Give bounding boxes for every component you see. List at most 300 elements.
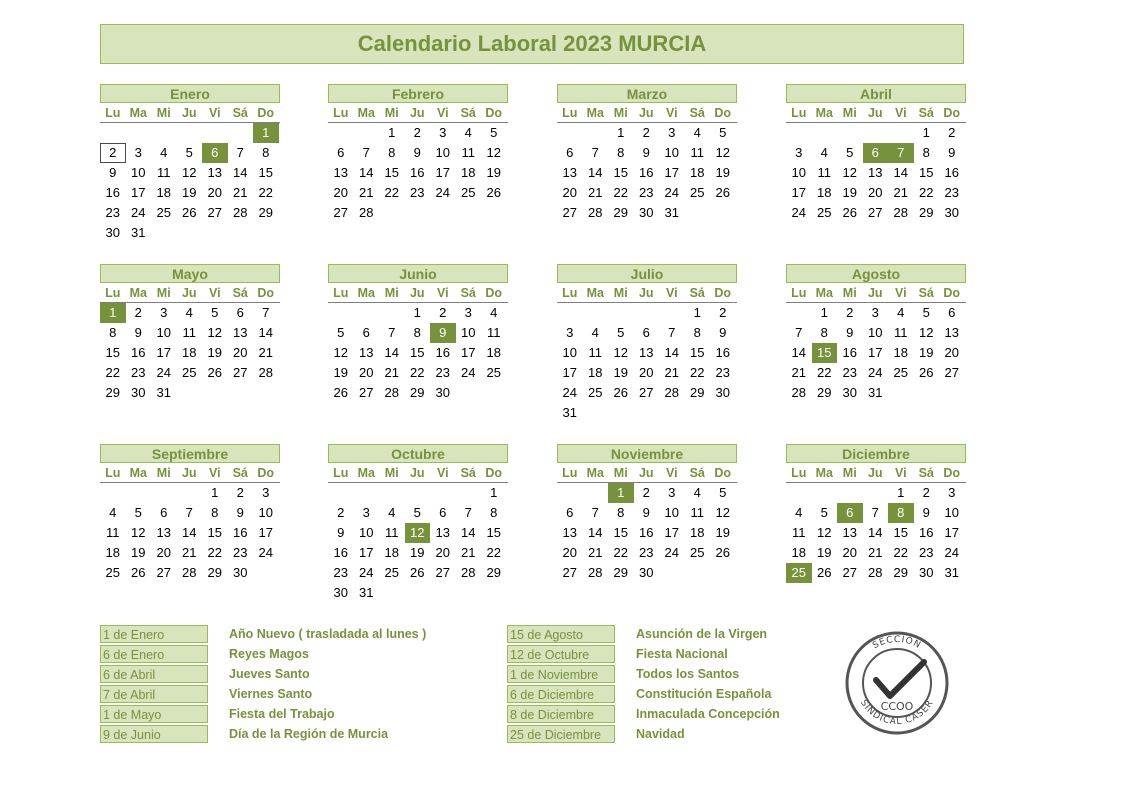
day-cell: 27 [842,565,857,580]
empty-cell [786,303,812,323]
day-cell: 31 [131,225,146,240]
weekday-label: Ma [815,106,833,120]
day-cell: 2 [642,485,650,500]
day-cell: 26 [919,365,934,380]
day-cell: 21 [461,545,476,560]
day-cell: 16 [639,165,654,180]
day-cell: 1 [413,305,421,320]
weekday-header [557,103,737,123]
day-cell: 12 [715,505,730,520]
empty-cell [151,483,177,503]
weekday-label: Ma [129,466,147,480]
empty-cell [786,483,812,503]
day-cell: 30 [944,205,959,220]
day-cell: 17 [562,365,577,380]
day-cell: 29 [893,565,908,580]
day-cell: 3 [871,305,879,320]
day-cell: 8 [490,505,498,520]
day-cell: 2 [846,305,854,320]
weekday-label: Mi [156,106,171,120]
day-cell: 28 [868,565,883,580]
day-cell: 29 [486,565,501,580]
day-cell: 12 [207,325,222,340]
weekday-label: Do [943,466,961,480]
holiday-name: Asunción de la Virgen [636,627,768,641]
day-cell: 6 [948,305,956,320]
page-title: Calendario Laboral 2023 MURCIA [100,24,964,64]
day-cell: 11 [461,145,475,160]
empty-cell [888,123,914,143]
weekday-header [100,283,280,303]
weekday-label: Lu [562,106,578,120]
weekday-label: Do [485,106,503,120]
day-cell: 18 [690,165,705,180]
weekday-label: Do [257,286,275,300]
day-cell: 15 [690,345,705,360]
day-cell: 6 [566,145,574,160]
weekday-label: Lu [105,466,121,480]
day-cell: 5 [617,325,625,340]
day-cell: 12 [613,345,628,360]
day-cell: 3 [668,485,676,500]
empty-cell [608,303,634,323]
day-cell: 7 [388,325,396,340]
day-cell: 19 [715,525,730,540]
empty-cell [151,123,177,143]
day-cell: 6 [337,145,345,160]
weekday-label: Vi [665,286,678,300]
day-cell: 8 [211,505,219,520]
day-cell: 7 [591,505,599,520]
weekday-label: Sá [232,286,248,300]
weekday-label: Lu [105,106,121,120]
day-cell: 24 [562,385,577,400]
empty-cell [405,483,431,503]
weekday-label: Sá [460,466,476,480]
weekday-header [557,463,737,483]
day-cell: 31 [868,385,883,400]
day-cell: 20 [207,185,222,200]
day-cell: 4 [693,485,701,500]
weekday-label: Sá [689,466,705,480]
day-cell: 9 [922,505,930,520]
empty-cell [837,123,863,143]
day-cell: 25 [690,545,705,560]
day-cell: 4 [388,505,396,520]
month-name: Abril [786,84,966,103]
month-name: Mayo [100,264,280,283]
holiday-day-cell: 25 [786,563,812,583]
day-cell: 10 [359,525,374,540]
day-cell: 29 [258,205,273,220]
weekday-label: Ma [357,466,375,480]
day-cell: 17 [868,345,883,360]
month-enero [100,84,280,243]
day-cell: 2 [439,305,447,320]
day-cell: 27 [562,205,577,220]
day-cell: 3 [948,485,956,500]
day-cell: 13 [233,325,248,340]
empty-cell [456,483,482,503]
day-cell: 7 [591,145,599,160]
day-cell: 18 [817,185,832,200]
day-cell: 10 [791,165,806,180]
day-cell: 24 [461,365,476,380]
weekday-label: Mi [156,466,171,480]
checkmark-icon [876,662,924,696]
day-cell: 27 [207,205,222,220]
empty-cell [328,123,354,143]
holiday-name: Fiesta del Trabajo [229,707,335,721]
weekday-label: Lu [105,286,121,300]
day-cell: 8 [388,145,396,160]
weekday-label: Sá [689,106,705,120]
day-cell: 10 [868,325,883,340]
day-cell: 4 [490,305,498,320]
day-cell: 12 [715,145,730,160]
day-cell: 25 [105,565,120,580]
day-cell: 27 [868,205,883,220]
day-cell: 19 [613,365,628,380]
day-cell: 3 [160,305,168,320]
day-grid [557,483,737,583]
day-cell: 16 [842,345,857,360]
day-cell: 18 [690,525,705,540]
day-cell: 22 [919,185,934,200]
day-cell: 23 [842,365,857,380]
day-cell: 18 [461,165,476,180]
day-cell: 10 [156,325,171,340]
holiday-name: Constitución Española [636,687,772,701]
day-cell: 20 [562,185,577,200]
day-cell: 22 [690,365,705,380]
weekday-label: Vi [436,466,449,480]
holiday-date: 6 de Enero [100,645,208,663]
day-cell: 25 [817,205,832,220]
day-cell: 9 [236,505,244,520]
day-cell: 23 [131,365,146,380]
day-cell: 24 [791,205,806,220]
day-cell: 21 [791,365,806,380]
day-cell: 3 [464,305,472,320]
day-cell: 12 [817,525,832,540]
month-noviembre [557,444,737,583]
day-cell: 23 [105,205,120,220]
empty-cell [430,483,456,503]
day-cell: 12 [182,165,197,180]
empty-cell [863,483,889,503]
day-cell: 5 [337,325,345,340]
weekday-label: Ju [867,466,883,480]
day-cell: 17 [359,545,374,560]
day-cell: 9 [134,325,142,340]
holiday-name: Navidad [636,727,685,741]
holiday-date: 25 de Diciembre [507,725,615,743]
empty-cell [812,483,838,503]
day-cell: 18 [588,365,603,380]
holiday-day-cell: 1 [253,123,279,143]
weekday-label: Ma [129,286,147,300]
empty-cell [557,483,583,503]
day-cell: 5 [490,125,498,140]
holiday-day-cell: 6 [837,503,863,523]
weekday-label: Vi [208,466,221,480]
day-cell: 16 [715,345,730,360]
month-name: Junio [328,264,508,283]
day-cell: 20 [359,365,374,380]
day-cell: 23 [333,565,348,580]
empty-cell [379,303,405,323]
day-grid [100,483,280,583]
day-cell: 8 [617,505,625,520]
month-febrero [328,84,508,223]
holiday-day-cell: 6 [863,143,889,163]
empty-cell [177,483,203,503]
day-cell: 13 [156,525,171,540]
day-cell: 28 [182,565,197,580]
day-cell: 16 [944,165,959,180]
empty-cell [583,483,609,503]
day-cell: 26 [131,565,146,580]
day-cell: 7 [262,305,270,320]
day-cell: 2 [337,505,345,520]
day-cell: 13 [207,165,222,180]
weekday-label: Ma [586,466,604,480]
day-cell: 30 [639,205,654,220]
day-cell: 20 [233,345,248,360]
day-cell: 2 [642,125,650,140]
day-cell: 31 [944,565,959,580]
day-cell: 16 [105,185,120,200]
day-cell: 17 [791,185,806,200]
day-cell: 24 [359,565,374,580]
day-cell: 17 [461,345,476,360]
holiday-name: Inmaculada Concepción [636,707,780,721]
day-cell: 28 [461,565,476,580]
weekday-label: Do [714,286,732,300]
day-cell: 22 [258,185,273,200]
day-cell: 16 [435,345,450,360]
day-cell: 30 [233,565,248,580]
day-cell: 30 [131,385,146,400]
day-cell: 25 [690,185,705,200]
weekday-label: Sá [689,286,705,300]
weekday-header [786,283,966,303]
weekday-label: Ju [409,286,425,300]
day-cell: 31 [156,385,171,400]
day-cell: 15 [613,525,628,540]
day-cell: 27 [562,565,577,580]
day-cell: 15 [105,345,120,360]
holiday-day-cell: 1 [608,483,634,503]
month-julio [557,264,737,423]
day-cell: 1 [211,485,219,500]
day-cell: 22 [893,545,908,560]
day-cell: 28 [893,205,908,220]
day-cell: 22 [486,545,501,560]
weekday-label: Mi [842,466,857,480]
day-cell: 1 [820,305,828,320]
day-cell: 20 [156,545,171,560]
day-cell: 2 [134,305,142,320]
day-cell: 5 [185,145,193,160]
day-cell: 18 [893,345,908,360]
empty-cell [863,123,889,143]
day-cell: 14 [868,525,883,540]
weekday-label: Sá [232,106,248,120]
weekday-label: Ju [638,466,654,480]
day-cell: 11 [690,145,704,160]
day-cell: 22 [613,185,628,200]
day-cell: 26 [182,205,197,220]
weekday-label: Vi [894,106,907,120]
weekday-label: Vi [208,106,221,120]
day-cell: 13 [639,345,654,360]
day-cell: 4 [185,305,193,320]
holiday-day-cell: 7 [888,143,914,163]
day-cell: 5 [413,505,421,520]
day-cell: 26 [613,385,628,400]
day-cell: 19 [207,345,222,360]
weekday-label: Ju [638,106,654,120]
weekday-label: Sá [460,106,476,120]
day-cell: 10 [461,325,476,340]
month-name: Diciembre [786,444,966,463]
empty-cell [659,303,685,323]
day-cell: 21 [233,185,248,200]
weekday-label: Mi [613,106,628,120]
holiday-day-cell: 1 [100,303,126,323]
day-cell: 23 [233,545,248,560]
day-cell: 17 [435,165,450,180]
day-cell: 11 [792,525,806,540]
day-cell: 29 [105,385,120,400]
day-cell: 5 [846,145,854,160]
day-grid [328,303,508,403]
day-cell: 28 [588,205,603,220]
month-name: Marzo [557,84,737,103]
day-cell: 9 [948,145,956,160]
day-cell: 12 [919,325,934,340]
day-cell: 20 [639,365,654,380]
day-cell: 29 [410,385,425,400]
day-cell: 23 [410,185,425,200]
month-name: Enero [100,84,280,103]
day-cell: 4 [795,505,803,520]
stamp-top-text: SECCIÓN [871,634,923,652]
day-cell: 20 [868,185,883,200]
day-cell: 11 [894,325,908,340]
weekday-label: Do [714,466,732,480]
day-cell: 28 [664,385,679,400]
day-cell: 2 [719,305,727,320]
weekday-label: Ju [181,106,197,120]
day-cell: 1 [922,125,930,140]
day-cell: 17 [258,525,273,540]
month-name: Noviembre [557,444,737,463]
day-cell: 6 [642,325,650,340]
day-cell: 19 [486,165,501,180]
day-cell: 15 [613,165,628,180]
day-cell: 14 [791,345,806,360]
day-grid [100,123,280,243]
day-cell: 8 [109,325,117,340]
day-cell: 6 [439,505,447,520]
day-cell: 11 [106,525,120,540]
day-cell: 31 [359,585,374,600]
day-cell: 11 [588,345,602,360]
day-cell: 18 [791,545,806,560]
day-cell: 11 [690,505,704,520]
weekday-label: Vi [208,286,221,300]
weekday-label: Do [943,106,961,120]
day-cell: 1 [693,305,701,320]
weekday-label: Mi [384,286,399,300]
day-cell: 1 [897,485,905,500]
day-cell: 14 [233,165,248,180]
empty-cell [379,483,405,503]
weekday-label: Vi [665,466,678,480]
day-cell: 4 [109,505,117,520]
day-cell: 24 [868,365,883,380]
day-cell: 30 [842,385,857,400]
weekday-label: Vi [436,106,449,120]
empty-cell [583,123,609,143]
empty-cell [126,483,152,503]
day-cell: 20 [435,545,450,560]
weekday-label: Ju [181,466,197,480]
day-cell: 27 [333,205,348,220]
weekday-label: Ju [181,286,197,300]
month-octubre [328,444,508,603]
weekday-label: Ma [129,106,147,120]
weekday-label: Do [714,106,732,120]
day-cell: 5 [820,505,828,520]
day-cell: 29 [207,565,222,580]
day-cell: 14 [461,525,476,540]
day-cell: 15 [384,165,399,180]
day-cell: 21 [258,345,273,360]
day-cell: 15 [410,345,425,360]
day-cell: 21 [182,545,197,560]
day-grid [557,123,737,223]
day-cell: 19 [919,345,934,360]
day-cell: 13 [842,525,857,540]
day-cell: 11 [385,525,399,540]
weekday-label: Ju [867,286,883,300]
weekday-label: Do [257,106,275,120]
weekday-label: Do [943,286,961,300]
empty-cell [583,303,609,323]
day-cell: 22 [105,365,120,380]
day-cell: 4 [820,145,828,160]
weekday-label: Mi [384,106,399,120]
holiday-date: 1 de Mayo [100,705,208,723]
day-cell: 29 [613,565,628,580]
empty-cell [354,483,380,503]
day-cell: 18 [182,345,197,360]
day-cell: 3 [134,145,142,160]
day-cell: 23 [639,545,654,560]
day-cell: 23 [944,185,959,200]
day-cell: 10 [664,145,679,160]
empty-cell [202,123,228,143]
empty-cell [786,123,812,143]
day-cell: 18 [486,345,501,360]
day-cell: 4 [693,125,701,140]
empty-cell [177,123,203,143]
weekday-header [786,463,966,483]
